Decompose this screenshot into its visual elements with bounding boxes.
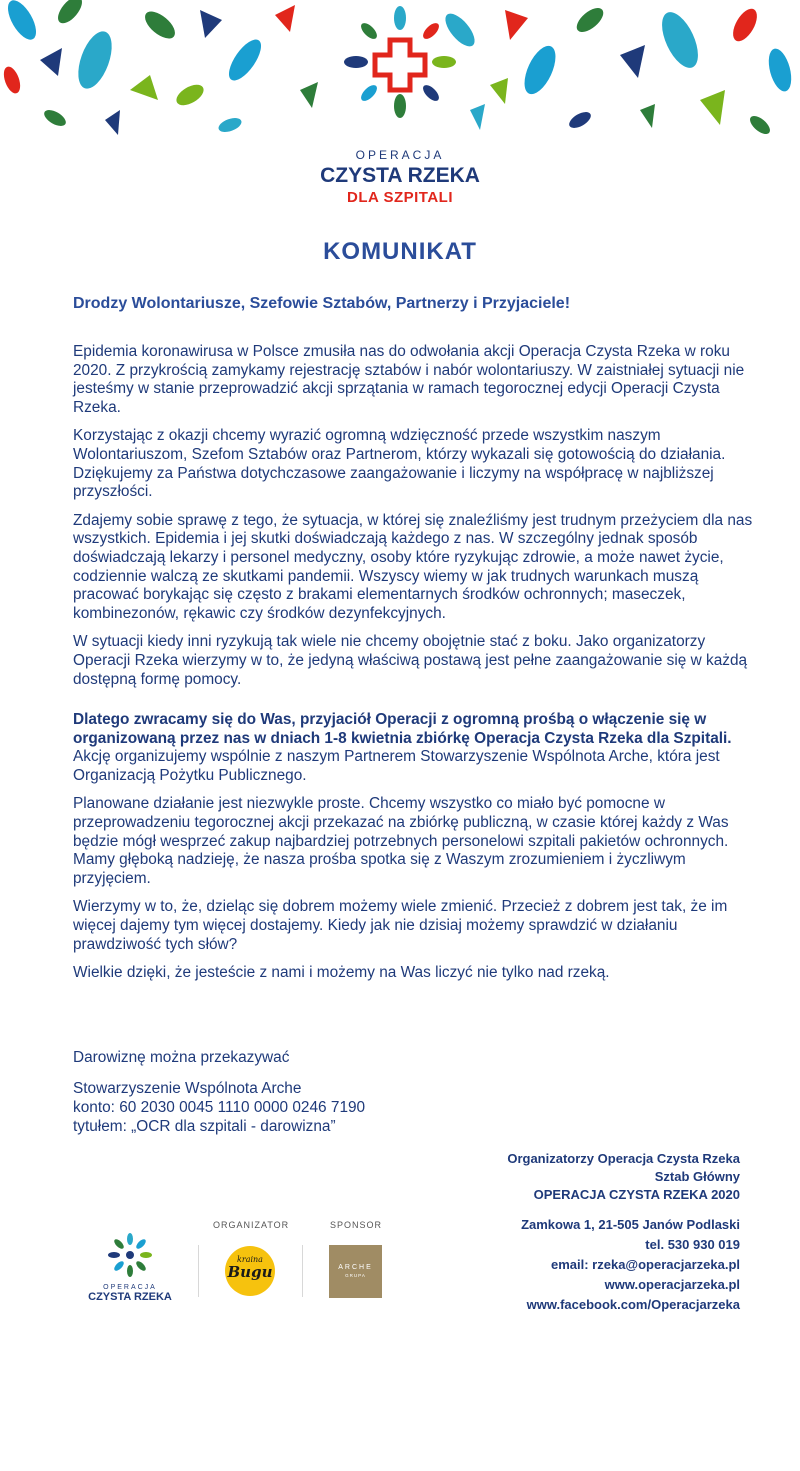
- paragraph-2: Korzystając z okazji chcemy wyrazić ogromną wdzięczność przede wszystkim naszym Wolontariuszom, Szefom Sztabów oraz Partnerom, którzy wykazali się gotowością do działania. Dziękujemy za Państwa dotychczasowe zaangażowanie i liczymy na współpracę w najbliższej przyszłości.: [73, 427, 726, 501]
- arche-line-2: GRUPA: [345, 1273, 366, 1278]
- sponsor-label: SPONSOR: [330, 1220, 383, 1230]
- ocr-small-line-2: CZYSTA RZEKA: [88, 1291, 172, 1303]
- donation-reference: tytułem: „OCR dla szpitali - darowizna”: [73, 1118, 336, 1135]
- contact-info: [521, 1215, 740, 1315]
- contact-phone: tel. 530 930 019: [645, 1237, 740, 1252]
- organizer-line-3: OPERACJA CZYSTA RZEKA 2020: [533, 1187, 740, 1202]
- bugu-small-text: kraina: [237, 1255, 263, 1264]
- contact-email[interactable]: email: rzeka@operacjarzeka.pl: [551, 1257, 740, 1272]
- ocr-small-line-1: OPERACJA: [103, 1284, 157, 1291]
- logo-line-2: CZYSTA RZEKA: [320, 164, 480, 187]
- kraina-bugu-logo: [225, 1246, 275, 1296]
- paragraph-4: W sytuacji kiedy inni ryzykują tak wiele nie chcemy obojętnie stać z boku. Jako organizatorzy Operacji Rzeka wierzymy w to, że jedyną właściwą postawą jest pełne zaangażowanie się w każdą dostępną formę pomocy.: [73, 633, 748, 688]
- paragraph-5-rest: Akcję organizujemy wspólnie z naszym Partnerem Stowarzyszenie Wspólnota Arche, która jest Organizacją Pożytku Publicznego.: [73, 748, 720, 784]
- logo-line-3: DLA SZPITALI: [347, 189, 453, 206]
- paragraph-3: Zdajemy sobie sprawę z tego, że sytuacja, w której się znaleźliśmy jest trudnym przeżyciem dla nas wszystkich. Epidemia i jej skutki doświadczają każdego z nas. W szczególny jednak sposób doświadczają lekarzy i personel medyczny, osoby które ryzykując zdrowie, a może nawet życie, codziennie walczą ze skutkami pandemii. Wszyscy wiemy w jak trudnych warunkach muszą pracować borykając się często z brakami elementarnych środków ochronnych; maseczek, kombinezonów, rękawic czy środków dezynfekcyjnych.: [73, 511, 753, 622]
- paragraph-1: Epidemia koronawirusa w Polsce zmusiła nas do odwołania akcji Operacja Czysta Rzeka w roku 2020. Z przykrością zamykamy rejestrację sztabów i nabór wolontariuszy. W zaistniałej sytuacji nie jesteśmy w stanie przeprowadzić akcji sprzątania w ramach tegorocznej edycji Operacji Czysta Rzeka.: [73, 343, 745, 416]
- organizer-label: ORGANIZATOR: [213, 1220, 290, 1230]
- organizer-line-2: Sztab Główny: [654, 1169, 740, 1184]
- greeting: Drodzy Wolontariusze, Szefowie Sztabów, Partnerzy i Przyjaciele!: [73, 295, 571, 312]
- footer-logos: [70, 1215, 410, 1315]
- logo-line-1: OPERACJA: [355, 148, 445, 162]
- divider: [302, 1245, 303, 1297]
- donation-recipient: Stowarzyszenie Wspólnota Arche: [73, 1080, 302, 1097]
- bugu-big-text: Bugu: [227, 1263, 273, 1281]
- paragraph-7: Wierzymy w to, że, dzieląc się dobrem możemy wiele zmienić. Przecież z dobrem jest tak, że im więcej dajemy tym więcej dostajemy. Kiedy jak nie dzisiaj możemy sprawdzić w działaniu prawdziwość tych słów?: [73, 898, 728, 953]
- paragraph-8: Wielkie dzięki, że jesteście z nami i możemy na Was liczyć nie tylko nad rzeką.: [73, 964, 610, 982]
- contact-address: Zamkowa 1, 21-505 Janów Podlaski: [521, 1217, 740, 1232]
- organizer-info: [507, 1150, 740, 1204]
- ocr-small-logo: [70, 1233, 190, 1303]
- letter-body: [73, 343, 763, 993]
- paragraph-6: Planowane działanie jest niezwykle proste. Chcemy wszystko co miało być pomocne w przeprowadzeniu tegorocznej akcji przekazać na zbiórkę publiczną, w czasie której każdy z Was będzie mógł wesprzeć zakup najbardziej potrzebnych personelowi szpitali pakietów ochronnych. Mamy głęboką nadzieję, że nasza prośba spotka się z Waszym zrozumieniem i życzliwym przyjęciem.: [73, 795, 729, 887]
- contact-website[interactable]: www.operacjarzeka.pl: [604, 1277, 740, 1292]
- page-title: KOMUNIKAT: [323, 238, 477, 265]
- donation-intro: Darowiznę można przekazywać: [73, 1049, 290, 1066]
- donation-account: konto: 60 2030 0045 1110 0000 0246 7190: [73, 1099, 366, 1116]
- decorative-banner: [0, 0, 800, 150]
- donation-info: [73, 1048, 365, 1136]
- arche-logo: [329, 1245, 382, 1298]
- contact-facebook[interactable]: www.facebook.com/Operacjarzeka: [526, 1297, 740, 1312]
- organizer-line-1: Organizatorzy Operacja Czysta Rzeka: [507, 1151, 740, 1166]
- campaign-logo: [0, 148, 800, 206]
- paragraph-5: [73, 711, 763, 785]
- paragraph-5-bold: Dlatego zwracamy się do Was, przyjaciół Operacji z ogromną prośbą o włączenie się w organizowaną przez nas w dniach 1-8 kwietnia zbiórkę Operacja Czysta Rzeka dla Szpitali.: [73, 711, 732, 747]
- arche-line-1: ARCHE: [338, 1264, 373, 1271]
- divider: [198, 1245, 199, 1297]
- rosette-icon: [108, 1233, 152, 1277]
